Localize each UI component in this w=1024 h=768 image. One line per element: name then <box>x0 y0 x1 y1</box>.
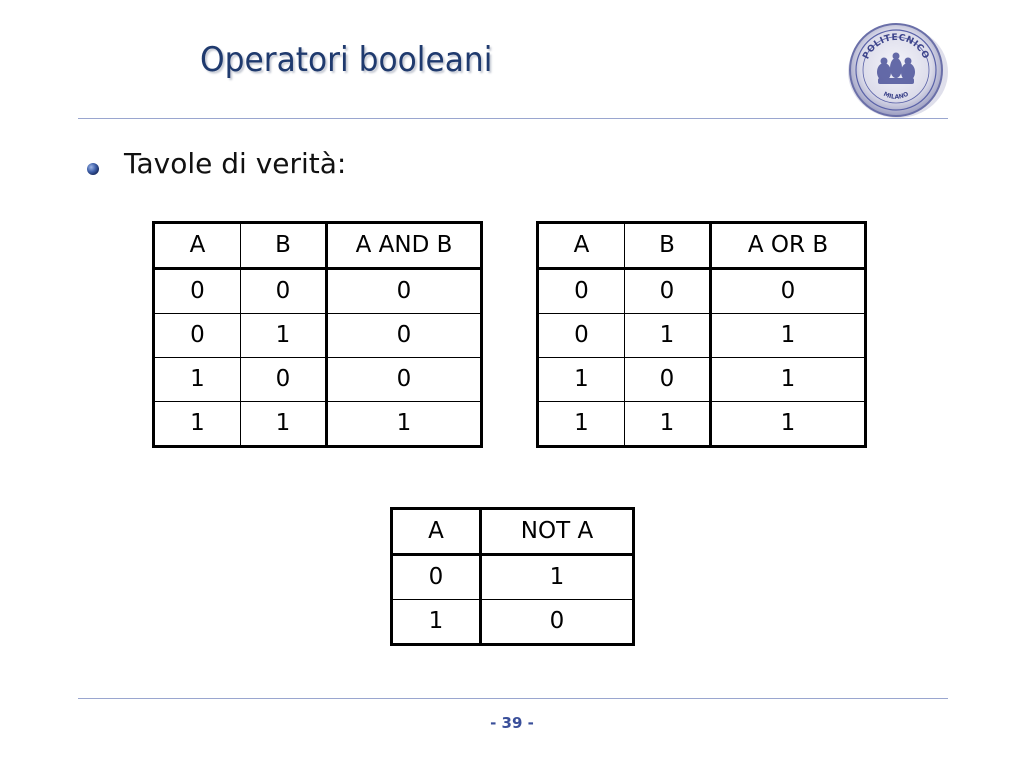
table-cell: 0 <box>538 314 625 358</box>
table-cell: 1 <box>392 600 481 645</box>
table-cell: 1 <box>327 402 482 447</box>
bottom-divider <box>78 698 948 699</box>
table-cell: 0 <box>241 269 327 314</box>
table-header-cell: A <box>392 509 481 555</box>
table-cell: 1 <box>711 402 866 447</box>
table-row <box>392 600 634 645</box>
table-row <box>538 269 866 314</box>
table-cell: 1 <box>711 358 866 402</box>
table-cell: 1 <box>241 314 327 358</box>
table-cell: 1 <box>538 358 625 402</box>
top-divider <box>78 118 948 119</box>
table-header-cell: A <box>154 223 241 269</box>
svg-text:MILANO: MILANO <box>882 90 910 101</box>
table-cell: 0 <box>241 358 327 402</box>
svg-text:POLITECNICO: POLITECNICO <box>861 32 931 61</box>
table-header-row <box>538 223 866 269</box>
table-cell: 1 <box>711 314 866 358</box>
bullet-text: Tavole di verità: <box>124 147 347 180</box>
table-header-cell: B <box>625 223 711 269</box>
table-cell: 0 <box>327 314 482 358</box>
table-cell: 0 <box>481 600 634 645</box>
table-header-row <box>392 509 634 555</box>
table-cell: 0 <box>327 358 482 402</box>
table-cell: 1 <box>538 402 625 447</box>
table-row <box>538 358 866 402</box>
table-header-cell: NOT A <box>481 509 634 555</box>
table-row <box>154 402 482 447</box>
politecnico-milano-logo <box>838 18 954 122</box>
table-row <box>154 358 482 402</box>
table-cell: 0 <box>154 269 241 314</box>
table-cell: 0 <box>711 269 866 314</box>
not-truth-table <box>390 507 635 646</box>
table-cell: 0 <box>625 358 711 402</box>
table-cell: 1 <box>241 402 327 447</box>
table-header-cell: B <box>241 223 327 269</box>
table-row <box>538 314 866 358</box>
table-header-cell: A OR B <box>711 223 866 269</box>
table-cell: 1 <box>481 555 634 600</box>
table-row <box>154 269 482 314</box>
table-cell: 0 <box>538 269 625 314</box>
table-cell: 1 <box>154 402 241 447</box>
table-row <box>538 402 866 447</box>
table-cell: 0 <box>327 269 482 314</box>
table-cell: 0 <box>154 314 241 358</box>
table-cell: 1 <box>154 358 241 402</box>
and-truth-table <box>152 221 483 448</box>
table-header-cell: A AND B <box>327 223 482 269</box>
table-row <box>392 555 634 600</box>
table-cell: 0 <box>625 269 711 314</box>
table-row <box>154 314 482 358</box>
table-header-cell: A <box>538 223 625 269</box>
table-cell: 1 <box>625 314 711 358</box>
slide-title: Operatori booleani <box>200 40 493 80</box>
table-header-row <box>154 223 482 269</box>
bullet-icon <box>86 162 100 176</box>
table-cell: 0 <box>392 555 481 600</box>
page-number: - 39 - <box>490 714 534 732</box>
or-truth-table <box>536 221 867 448</box>
table-cell: 1 <box>625 402 711 447</box>
